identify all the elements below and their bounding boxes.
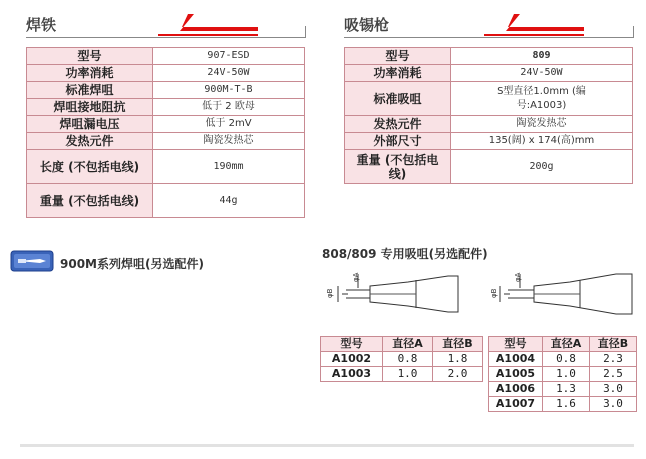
table-row <box>27 133 305 150</box>
dia-b-cell: 2.0 <box>433 367 483 382</box>
spec-label: 功率消耗 <box>27 65 153 82</box>
header-accent-icon <box>474 6 584 38</box>
table-row <box>345 116 633 133</box>
solder-tip-accessory-title: 900M系列焊咀(另选配件) <box>60 257 204 271</box>
spec-value: 44g <box>153 184 305 218</box>
spec-value: 190mm <box>153 150 305 184</box>
dia-b-label: φB <box>490 288 498 298</box>
table-row <box>27 48 305 65</box>
dia-a-label: φA <box>352 272 360 282</box>
nozzle-diagram-left <box>318 268 478 328</box>
table-header-row <box>489 337 637 352</box>
spec-label: 重量 (不包括电线) <box>345 150 451 184</box>
table-header-row <box>321 337 483 352</box>
dia-b-cell: 2.3 <box>590 352 637 367</box>
left-panel-title: 焊铁 <box>26 16 57 34</box>
left-panel-header <box>26 4 306 38</box>
right-panel-title: 吸锡枪 <box>344 16 390 34</box>
spec-value: S型直径1.0mm (编号:A1003) <box>451 82 633 116</box>
table-row <box>345 133 633 150</box>
spec-value: 900M-T-B <box>153 82 305 99</box>
table-row <box>489 367 637 382</box>
dia-a-cell: 1.0 <box>383 367 433 382</box>
table-row <box>345 65 633 82</box>
table-row <box>489 382 637 397</box>
spec-value: 陶瓷发热芯 <box>451 116 633 133</box>
model-cell: A1005 <box>489 367 543 382</box>
column-header: 直径B <box>433 337 483 352</box>
table-row <box>27 184 305 218</box>
column-header: 直径B <box>590 337 637 352</box>
dia-a-cell: 0.8 <box>383 352 433 367</box>
solder-tip-accessory-link[interactable] <box>10 250 250 274</box>
model-cell: A1006 <box>489 382 543 397</box>
table-row <box>345 150 633 184</box>
spec-value: 低于 2 欧母 <box>153 99 305 116</box>
table-row <box>27 65 305 82</box>
spec-value: 809 <box>451 48 633 65</box>
table-row <box>27 82 305 99</box>
right-panel-header <box>344 4 634 38</box>
dia-b-cell: 3.0 <box>590 397 637 412</box>
spec-label: 重量 (不包括电线) <box>27 184 153 218</box>
table-row <box>345 48 633 65</box>
model-cell: A1003 <box>321 367 383 382</box>
desolder-nozzle-title: 808/809 专用吸咀(另选配件) <box>322 247 488 261</box>
table-row <box>321 352 483 367</box>
dia-b-cell: 3.0 <box>590 382 637 397</box>
footer-divider <box>20 444 634 447</box>
soldering-iron-spec-table <box>26 47 305 218</box>
spec-label: 型号 <box>345 48 451 65</box>
table-row <box>489 352 637 367</box>
spec-value: 200g <box>451 150 633 184</box>
spec-label: 发热元件 <box>27 133 153 150</box>
solder-tip-icon <box>10 250 54 272</box>
model-cell: A1002 <box>321 352 383 367</box>
table-row <box>321 367 483 382</box>
dia-b-cell: 2.5 <box>590 367 637 382</box>
spec-value: 907-ESD <box>153 48 305 65</box>
dia-b-cell: 1.8 <box>433 352 483 367</box>
model-cell: A1004 <box>489 352 543 367</box>
spec-label: 标准焊咀 <box>27 82 153 99</box>
table-row <box>27 150 305 184</box>
table-row <box>345 82 633 116</box>
desoldering-gun-spec-table <box>344 47 633 184</box>
spec-value: 陶瓷发热芯 <box>153 133 305 150</box>
spec-label: 长度 (不包括电线) <box>27 150 153 184</box>
column-header: 直径A <box>383 337 433 352</box>
spec-value: 24V-50W <box>153 65 305 82</box>
spec-value: 135(阔) x 174(高)mm <box>451 133 633 150</box>
dia-a-cell: 1.6 <box>543 397 590 412</box>
dia-a-label: φA <box>514 272 522 282</box>
spec-label: 焊咀接地阻抗 <box>27 99 153 116</box>
table-row <box>27 116 305 133</box>
model-cell: A1007 <box>489 397 543 412</box>
dia-b-label: φB <box>326 288 334 298</box>
spec-label: 外部尺寸 <box>345 133 451 150</box>
spec-label: 功率消耗 <box>345 65 451 82</box>
spec-label: 发热元件 <box>345 116 451 133</box>
header-accent-icon <box>148 6 258 38</box>
nozzle-diagram-right <box>486 268 646 328</box>
spec-label: 型号 <box>27 48 153 65</box>
spec-label: 焊咀漏电压 <box>27 116 153 133</box>
table-row <box>489 397 637 412</box>
dia-a-cell: 0.8 <box>543 352 590 367</box>
spec-value: 低于 2mV <box>153 116 305 133</box>
spec-label: 标准吸咀 <box>345 82 451 116</box>
nozzle-table-right <box>488 336 637 412</box>
column-header: 型号 <box>321 337 383 352</box>
spec-value: 24V-50W <box>451 65 633 82</box>
nozzle-table-left <box>320 336 483 382</box>
column-header: 直径A <box>543 337 590 352</box>
table-row <box>27 99 305 116</box>
dia-a-cell: 1.0 <box>543 367 590 382</box>
dia-a-cell: 1.3 <box>543 382 590 397</box>
column-header: 型号 <box>489 337 543 352</box>
